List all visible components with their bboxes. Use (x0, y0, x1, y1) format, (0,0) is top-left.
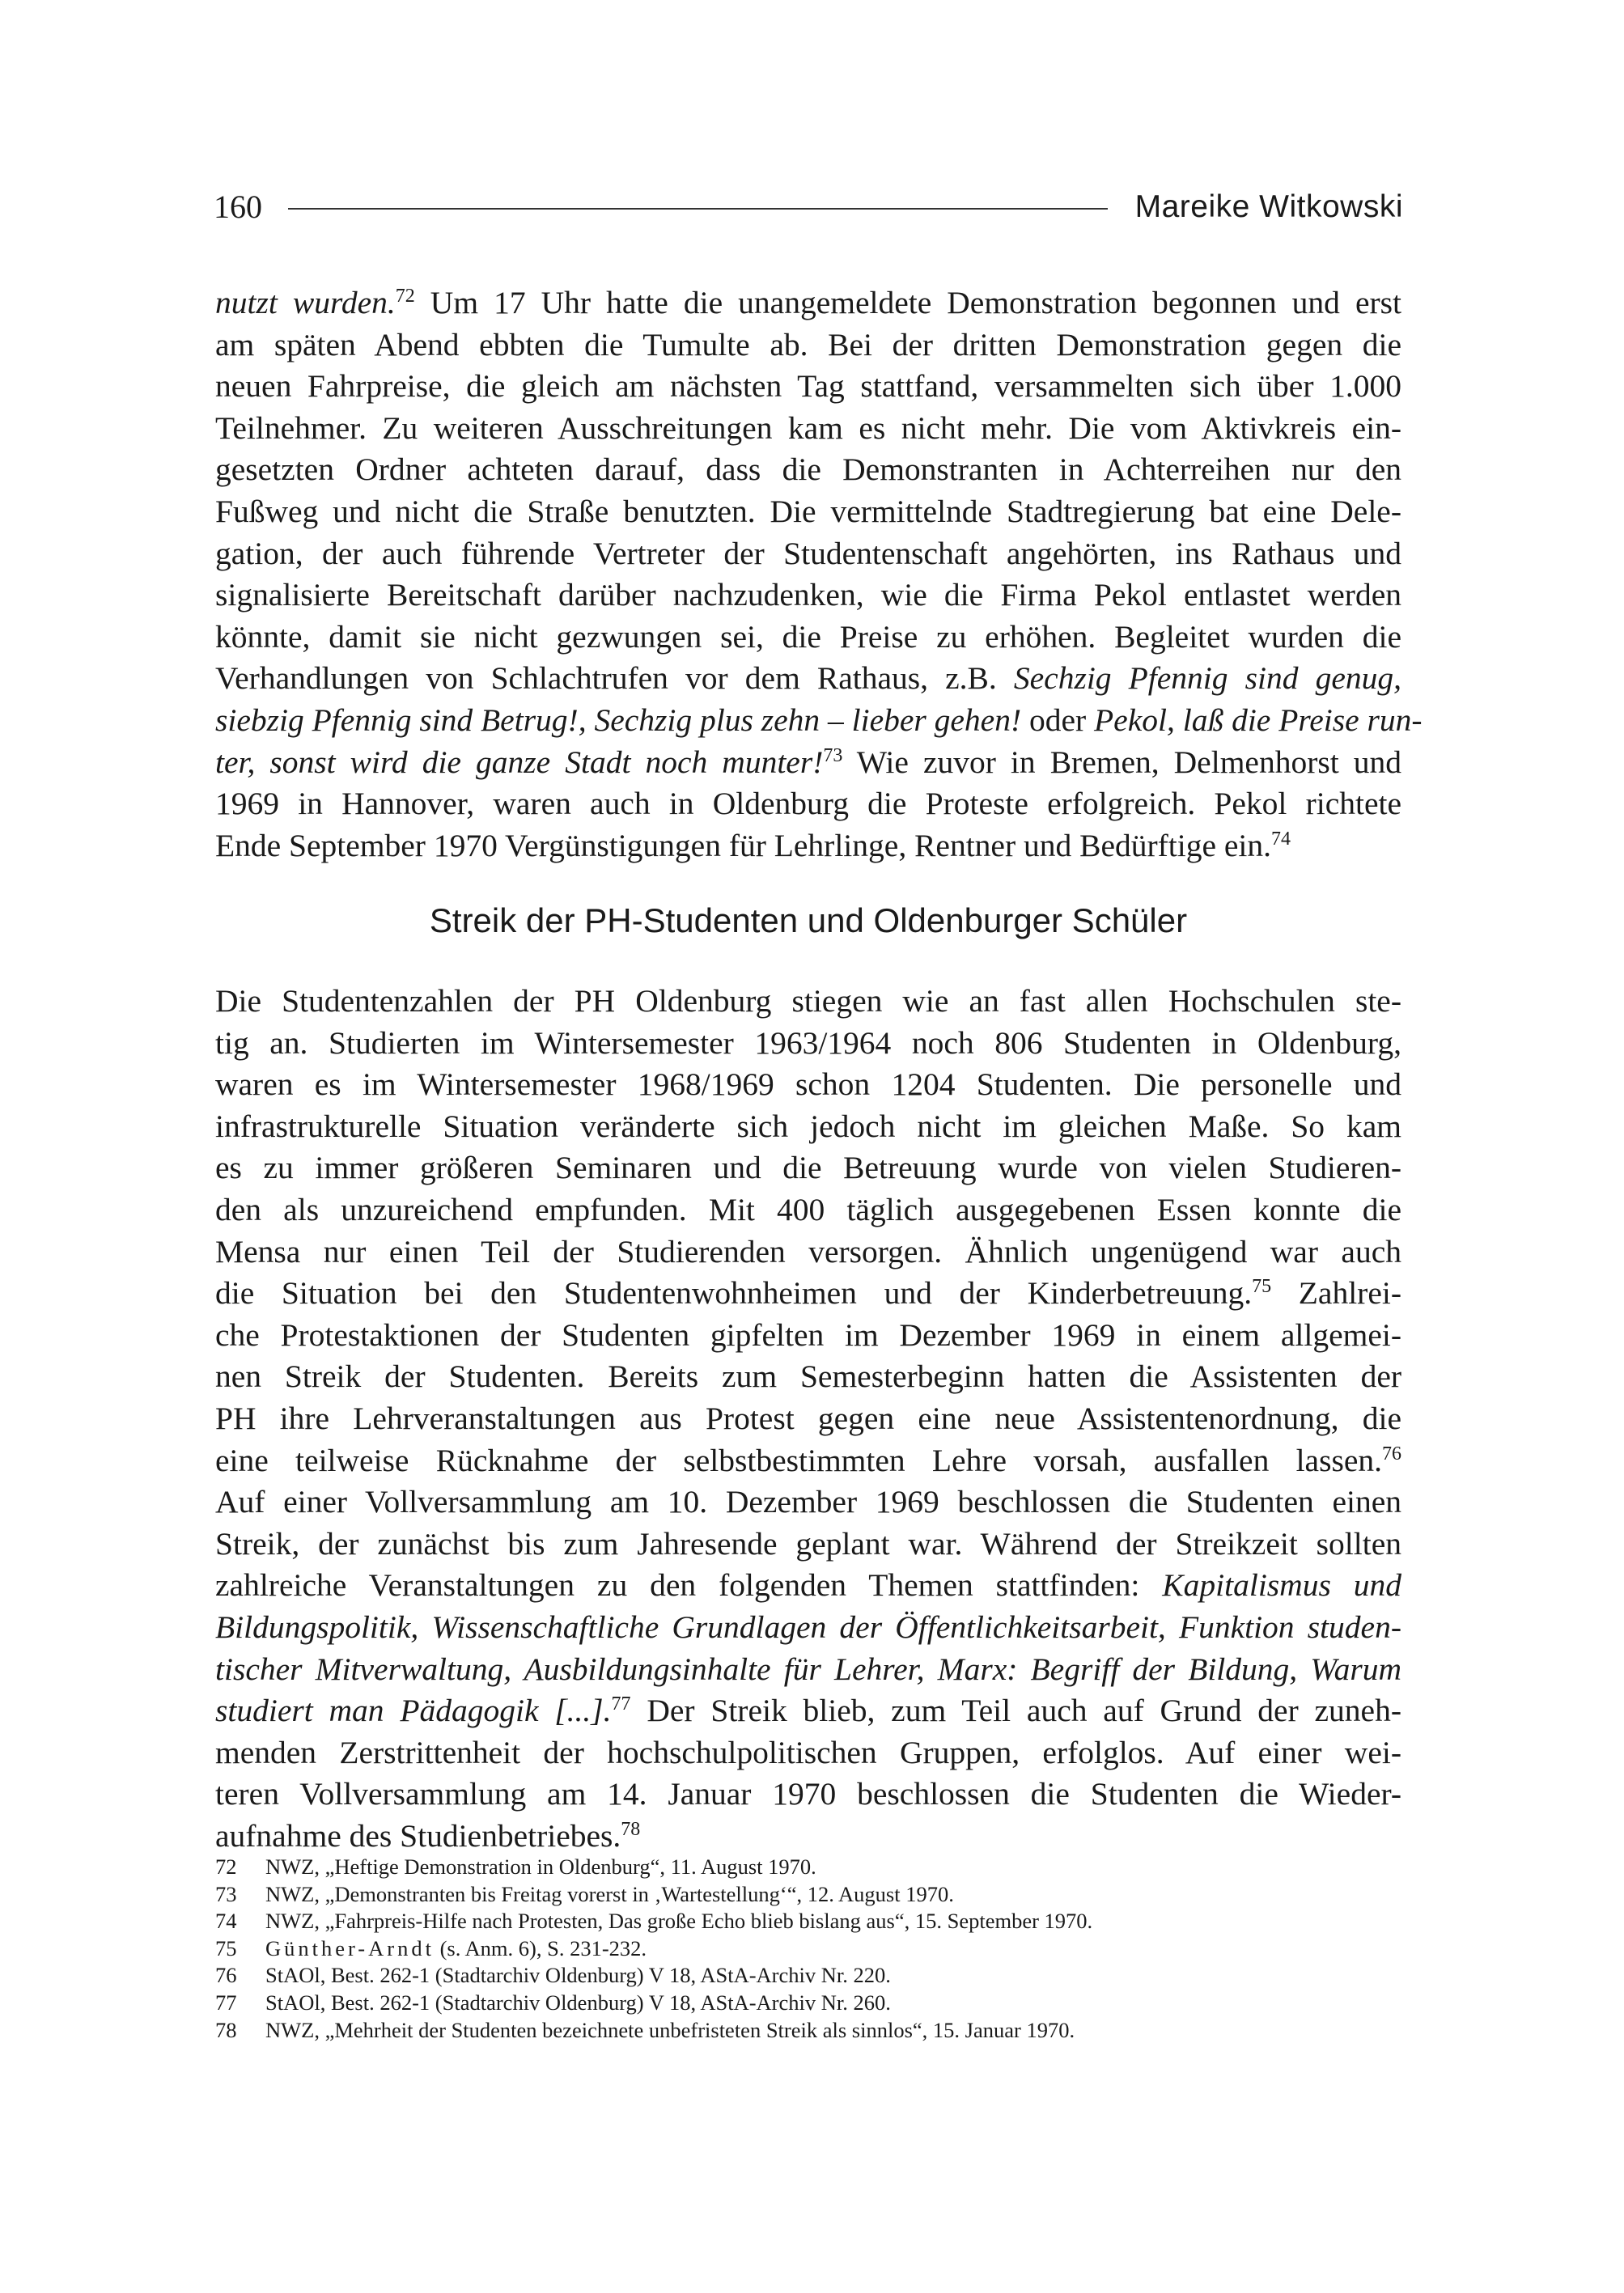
footnote-73 (215, 1881, 1401, 1909)
footnote-text: NWZ, „Fahrpreis-Hilfe nach Protesten, Das große Echo blieb bislang aus“, 15. September 1970. (265, 1909, 1093, 1934)
header-rule (288, 208, 1108, 210)
footnote-text: StAOl, Best. 262-1 (Stadtarchiv Oldenburg) V 18, AStA-Archiv Nr. 220. (265, 1963, 891, 1988)
paragraph-1-line: ter, sonst wird die ganze Stadt noch munter!$^{73}$ Wie zuvor in Bremen, Delmenhorst und (215, 744, 1401, 780)
paragraph-2-line: Die Studentenzahlen der PH Oldenburg stiegen wie an fast allen Hochschulen ste- (215, 983, 1401, 1019)
footnote-78 (215, 2017, 1401, 2045)
paragraph-1-line: gesetzten Ordner achteten darauf, dass die Demonstranten in Achterreihen nur den (215, 451, 1401, 488)
paragraph-2-line: aufnahme des Studienbetriebes.$^{78}$ (215, 1817, 641, 1854)
section-heading: Streik der PH-Studenten und Oldenburger Schüler (429, 901, 1188, 939)
paragraph-2-line: Auf einer Vollversammlung am 10. Dezember 1969 beschlossen die Studenten einen (215, 1484, 1401, 1520)
footnote-text: NWZ, „Mehrheit der Studenten bezeichnete unbefristeten Streik als sinnlos“, 15. Januar 1970. (265, 2017, 1075, 2042)
body-paragraph-1 (215, 282, 1423, 867)
paragraph-1-line: siebzig Pfennig sind Betrug!, Sechzig plus zehn – lieber gehen! oder Pekol, laß die Preise run- (215, 701, 1423, 738)
footnote-77 (215, 1990, 1401, 2017)
footnote-number: 73 (215, 1881, 237, 1906)
running-header (214, 184, 1403, 230)
footnote-number: 78 (215, 2017, 237, 2042)
paragraph-2-line: PH ihre Lehrveranstaltungen aus Protest gegen eine neue Assistentenordnung, die (215, 1400, 1401, 1436)
footnote-number: 77 (215, 1990, 237, 2015)
paragraph-1-line: am späten Abend ebbten die Tumulte ab. Bei der dritten Demonstration gegen die (215, 326, 1401, 362)
paragraph-2-line: teren Vollversammlung am 14. Januar 1970 beschlossen die Studenten die Wieder- (215, 1776, 1401, 1812)
paragraph-2-line: es zu immer größeren Seminaren und die Betreuung wurde von vielen Studieren- (215, 1150, 1401, 1186)
footnote-text: Günther-Arndt (s. Anm. 6), S. 231-232. (265, 1935, 647, 1960)
paragraph-2-line: Bildungspolitik, Wissenschaftliche Grundlagen der Öffentlichkeitsarbeit, Funktion studen- (215, 1608, 1401, 1645)
paragraph-2-line: che Protestaktionen der Studenten gipfelten im Dezember 1969 in einem allgemei- (215, 1316, 1401, 1353)
footnote-text: NWZ, „Demonstranten bis Freitag vorerst in ‚Wartestellung‘“, 12. August 1970. (265, 1881, 954, 1906)
footnote-74 (215, 1908, 1401, 1935)
footnote-number: 74 (215, 1909, 237, 1934)
paragraph-2-line: eine teilweise Rücknahme der selbstbestimmten Lehre vorsah, ausfallen lassen.$^{76}$ (215, 1442, 1401, 1478)
paragraph-2-line: Streik, der zunächst bis zum Jahresende geplant war. Während der Streikzeit sollten (215, 1525, 1401, 1562)
paragraph-1-line: gation, der auch führende Vertreter der Studentenschaft angehörten, ins Rathaus und (215, 535, 1401, 571)
body-paragraph-2 (215, 981, 1401, 1857)
paragraph-2-line: menden Zerstrittenheit der hochschulpolitischen Gruppen, erfolglos. Auf einer wei- (215, 1734, 1401, 1770)
paragraph-2-line: infrastrukturelle Situation veränderte sich jedoch nicht im gleichen Maße. So kam (215, 1108, 1401, 1144)
paragraph-2-line: zahlreiche Veranstaltungen zu den folgenden Themen stattfinden: Kapitalismus und (215, 1567, 1402, 1604)
paragraph-1-line: nutzt wurden.$^{72}$ Um 17 Uhr hatte die unangemeldete Demonstration begonnen und erst (215, 285, 1401, 320)
page-number: 160 (214, 189, 262, 225)
paragraph-2-line: waren es im Wintersemester 1968/1969 schon 1204 Studenten. Die personelle und (215, 1066, 1401, 1103)
footnote-text: NWZ, „Heftige Demonstration in Oldenburg“, 11. August 1970. (265, 1854, 816, 1879)
footnotes (215, 1854, 1401, 2044)
footnote-75 (215, 1935, 1401, 1963)
paragraph-1-line: 1969 in Hannover, waren auch in Oldenburg die Proteste erfolgreich. Pekol richtete (215, 786, 1401, 822)
paragraph-2-line: den als unzureichend empfunden. Mit 400 täglich ausgegebenen Essen konnte die (215, 1191, 1401, 1227)
footnote-number: 75 (215, 1935, 237, 1960)
paragraph-2-line: tig an. Studierten im Wintersemester 1963/1964 noch 806 Studenten in Oldenburg, (215, 1024, 1401, 1061)
paragraph-2-line: Mensa nur einen Teil der Studierenden versorgen. Ähnlich ungenügend war auch (215, 1233, 1401, 1269)
footnote-number: 76 (215, 1963, 237, 1988)
paragraph-1-line: könnte, damit sie nicht gezwungen sei, die Preise zu erhöhen. Begleitet wurden die (215, 618, 1401, 655)
paragraph-2-line: studiert man Pädagogik [...].$^{77}$ Der Streik blieb, zum Teil auch auf Grund der zuneh- (215, 1693, 1401, 1729)
running-header-author: Mareike Witkowski (1134, 189, 1403, 224)
paragraph-2-line: tischer Mitverwaltung, Ausbildungsinhalte für Lehrer, Marx: Begriff der Bildung, Warum (215, 1651, 1401, 1687)
paragraph-1-line: Teilnehmer. Zu weiteren Ausschreitungen kam es nicht mehr. Die vom Aktivkreis ein- (215, 409, 1401, 446)
paragraph-2-line: nen Streik der Studenten. Bereits zum Semesterbeginn hatten die Assistenten der (215, 1358, 1401, 1395)
paragraph-1-line: neuen Fahrpreise, die gleich am nächsten Tag stattfand, versammelten sich über 1.000 (215, 368, 1401, 405)
paragraph-1-line: Ende September 1970 Vergünstigungen für Lehrlinge, Rentner und Bedürftige ein.$^{74}$ (215, 827, 1291, 863)
footnote-76 (215, 1962, 1401, 1990)
footnote-text: StAOl, Best. 262-1 (Stadtarchiv Oldenburg) V 18, AStA-Archiv Nr. 260. (265, 1990, 891, 2015)
paragraph-1-line: Fußweg und nicht die Straße benutzten. Die vermittelnde Stadtregierung bat eine Dele- (215, 493, 1401, 529)
footnote-72 (215, 1854, 1401, 1881)
paragraph-2-line: die Situation bei den Studentenwohnheimen und der Kinderbetreuung.$^{75}$ Zahlrei- (215, 1275, 1401, 1312)
paragraph-1-line: signalisierte Bereitschaft darüber nachzudenken, wie die Firma Pekol entlastet werden (215, 577, 1401, 613)
paragraph-1-line: Verhandlungen von Schlachtrufen vor dem Rathaus, z.B. Sechzig Pfennig sind genug, (215, 660, 1401, 697)
footnote-number: 72 (215, 1854, 237, 1879)
